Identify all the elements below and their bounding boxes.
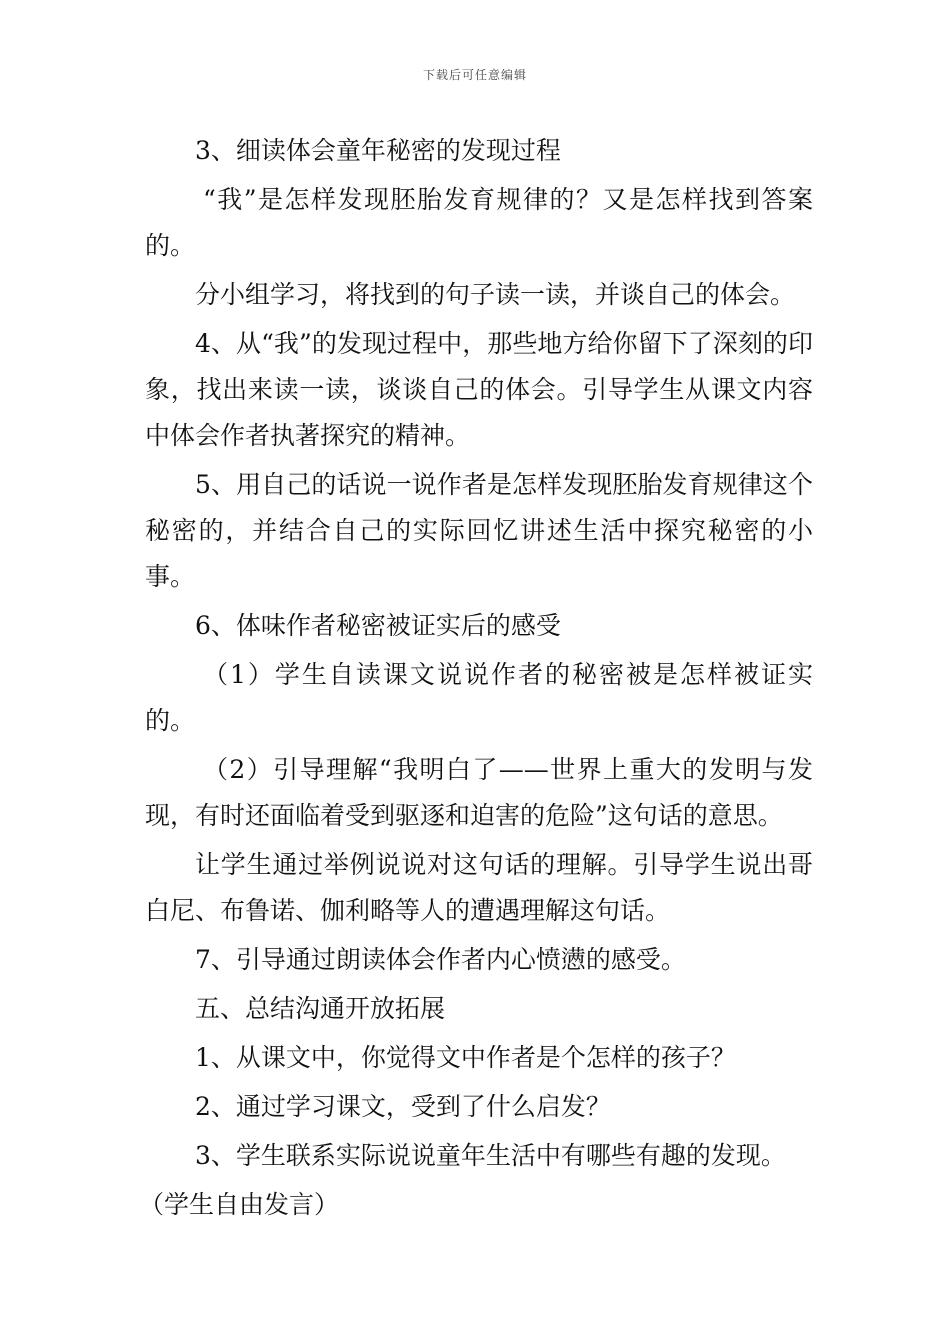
paragraph-group-study: 分小组学习，将找到的句子读一读，并谈自己的体会。	[195, 280, 796, 309]
paragraph-summary-2: 2、通过学习课文，受到了什么启发？	[195, 1092, 611, 1121]
paragraph-step-7: 7、引导通过朗读体会作者内心愤懑的感受。	[195, 945, 686, 974]
paragraph-summary-1: 1、从课文中，你觉得文中作者是个怎样的孩子？	[195, 1043, 736, 1072]
document-body	[139, 128, 813, 1231]
paragraph-summary-3: 3、学生联系实际说说童年生活中有哪些有趣的发现。	[195, 1141, 786, 1170]
paragraph-step-6-heading: 6、体味作者秘密被证实后的感受	[195, 611, 561, 640]
paragraph-free-speech: （学生自由发言）	[139, 1190, 340, 1219]
paragraph-section-5-heading: 五、总结沟通开放拓展	[195, 994, 446, 1023]
paragraph-question: “我”是怎样发现胚胎发育规律的？又是怎样找到答案的。	[145, 185, 813, 260]
page-header-note: 下载后可任意编辑	[422, 68, 527, 82]
paragraph-step-5: 5、用自己的话说一说作者是怎样发现胚胎发育规律这个秘密的，并结合自己的实际回忆讲述生活中探究秘密的小事。	[145, 470, 813, 591]
paragraph-step-3-heading: 3、细读体会童年秘密的发现过程	[195, 136, 561, 165]
paragraph-examples: 让学生通过举例说说对这句话的理解。引导学生说出哥白尼、布鲁诺、伽利略等人的遭遇理解这句话。	[145, 850, 813, 925]
paragraph-sub-1: （1）学生自读课文说说作者的秘密被是怎样被证实的。	[145, 660, 813, 735]
paragraph-step-4: 4、从“我”的发现过程中，那些地方给你留下了深刻的印象，找出来读一读，谈谈自己的体会。引导学生从课文内容中体会作者执著探究的精神。	[145, 329, 813, 450]
paragraph-sub-2: （2）引导理解“我明白了——世界上重大的发明与发现，有时还面临着受到驱逐和迫害的危险”这句话的意思。	[145, 755, 813, 830]
